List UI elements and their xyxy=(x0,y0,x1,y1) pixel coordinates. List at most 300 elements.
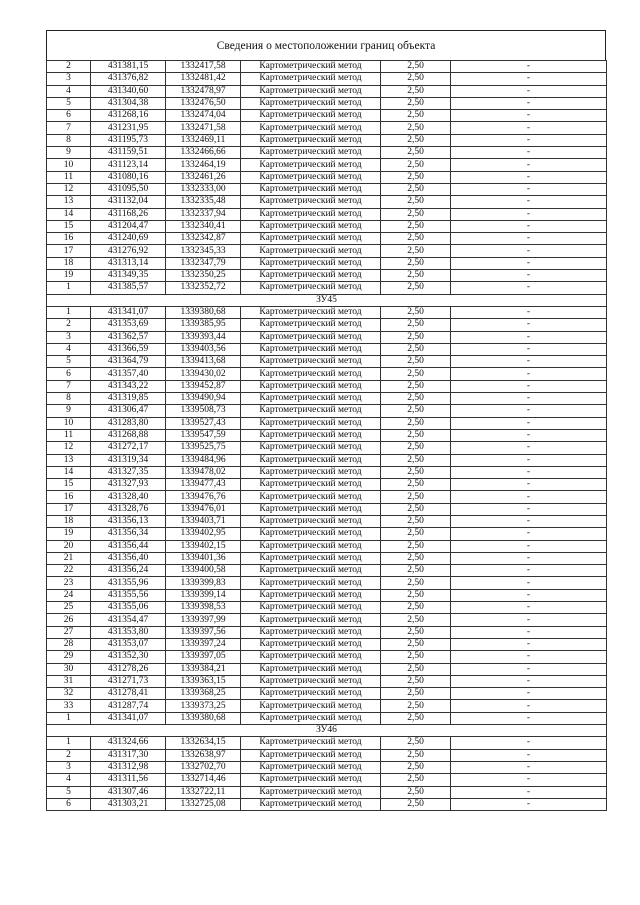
coord-y: 1339397,05 xyxy=(166,651,241,663)
method-cell: Картометрический метод xyxy=(241,565,381,577)
description-cell: - xyxy=(451,343,607,355)
accuracy-cell: 2,50 xyxy=(381,405,451,417)
table-row xyxy=(47,208,607,220)
accuracy-cell: 2,50 xyxy=(381,85,451,97)
coord-x: 431283,80 xyxy=(91,417,166,429)
point-number: 6 xyxy=(47,798,91,810)
point-number: 32 xyxy=(47,688,91,700)
accuracy-cell: 2,50 xyxy=(381,614,451,626)
description-cell: - xyxy=(451,282,607,294)
point-number: 1 xyxy=(47,306,91,318)
method-cell: Картометрический метод xyxy=(241,147,381,159)
description-cell: - xyxy=(451,700,607,712)
method-cell: Картометрический метод xyxy=(241,282,381,294)
coord-y: 1339393,44 xyxy=(166,331,241,343)
boundary-table xyxy=(46,60,607,811)
coord-y: 1339484,96 xyxy=(166,454,241,466)
coord-y: 1339402,15 xyxy=(166,540,241,552)
point-number: 8 xyxy=(47,393,91,405)
description-cell: - xyxy=(451,73,607,85)
accuracy-cell: 2,50 xyxy=(381,577,451,589)
coord-x: 431328,40 xyxy=(91,491,166,503)
coord-y: 1339400,58 xyxy=(166,565,241,577)
coord-x: 431307,46 xyxy=(91,786,166,798)
coord-y: 1332464,19 xyxy=(166,159,241,171)
accuracy-cell: 2,50 xyxy=(381,565,451,577)
accuracy-cell: 2,50 xyxy=(381,61,451,73)
coord-x: 431355,06 xyxy=(91,602,166,614)
method-cell: Картометрический метод xyxy=(241,602,381,614)
accuracy-cell: 2,50 xyxy=(381,491,451,503)
point-number: 17 xyxy=(47,503,91,515)
accuracy-cell: 2,50 xyxy=(381,245,451,257)
accuracy-cell: 2,50 xyxy=(381,638,451,650)
method-cell: Картометрический метод xyxy=(241,491,381,503)
coord-x: 431324,66 xyxy=(91,737,166,749)
method-cell: Картометрический метод xyxy=(241,319,381,331)
coord-y: 1332471,58 xyxy=(166,122,241,134)
coord-y: 1332476,50 xyxy=(166,97,241,109)
coord-y: 1339490,94 xyxy=(166,393,241,405)
coord-y: 1332702,70 xyxy=(166,761,241,773)
method-cell: Картометрический метод xyxy=(241,405,381,417)
coord-y: 1339403,56 xyxy=(166,343,241,355)
coord-x: 431095,50 xyxy=(91,183,166,195)
accuracy-cell: 2,50 xyxy=(381,171,451,183)
accuracy-cell: 2,50 xyxy=(381,368,451,380)
table-row xyxy=(47,602,607,614)
table-row xyxy=(47,147,607,159)
table-row xyxy=(47,565,607,577)
point-number: 18 xyxy=(47,515,91,527)
method-cell: Картометрический метод xyxy=(241,479,381,491)
coord-x: 431362,57 xyxy=(91,331,166,343)
description-cell: - xyxy=(451,196,607,208)
description-cell: - xyxy=(451,774,607,786)
document xyxy=(46,30,606,811)
section-header-row xyxy=(47,725,607,737)
coord-y: 1332333,00 xyxy=(166,183,241,195)
description-cell: - xyxy=(451,171,607,183)
table-row xyxy=(47,380,607,392)
coord-x: 431356,34 xyxy=(91,528,166,540)
point-number: 17 xyxy=(47,245,91,257)
point-number: 19 xyxy=(47,270,91,282)
coord-y: 1339401,36 xyxy=(166,552,241,564)
method-cell: Картометрический метод xyxy=(241,220,381,232)
description-cell: - xyxy=(451,208,607,220)
coord-x: 431080,16 xyxy=(91,171,166,183)
coord-y: 1332352,72 xyxy=(166,282,241,294)
point-number: 28 xyxy=(47,638,91,650)
coord-x: 431353,07 xyxy=(91,638,166,650)
point-number: 8 xyxy=(47,134,91,146)
point-number: 15 xyxy=(47,220,91,232)
method-cell: Картометрический метод xyxy=(241,356,381,368)
coord-x: 431355,56 xyxy=(91,589,166,601)
table-row xyxy=(47,393,607,405)
coord-y: 1339476,76 xyxy=(166,491,241,503)
accuracy-cell: 2,50 xyxy=(381,540,451,552)
point-number: 6 xyxy=(47,110,91,122)
table-row xyxy=(47,540,607,552)
coord-x: 431278,26 xyxy=(91,663,166,675)
point-number: 5 xyxy=(47,97,91,109)
coord-y: 1332474,04 xyxy=(166,110,241,122)
accuracy-cell: 2,50 xyxy=(381,343,451,355)
description-cell: - xyxy=(451,220,607,232)
accuracy-cell: 2,50 xyxy=(381,479,451,491)
coord-y: 1332725,08 xyxy=(166,798,241,810)
description-cell: - xyxy=(451,565,607,577)
point-number: 3 xyxy=(47,331,91,343)
coord-y: 1332350,25 xyxy=(166,270,241,282)
table-row xyxy=(47,85,607,97)
table-row xyxy=(47,405,607,417)
point-number: 10 xyxy=(47,159,91,171)
description-cell: - xyxy=(451,675,607,687)
method-cell: Картометрический метод xyxy=(241,429,381,441)
accuracy-cell: 2,50 xyxy=(381,134,451,146)
coord-x: 431343,22 xyxy=(91,380,166,392)
accuracy-cell: 2,50 xyxy=(381,393,451,405)
coord-y: 1339380,68 xyxy=(166,712,241,724)
method-cell: Картометрический метод xyxy=(241,614,381,626)
table-row xyxy=(47,331,607,343)
description-cell: - xyxy=(451,442,607,454)
table-row xyxy=(47,626,607,638)
description-cell: - xyxy=(451,602,607,614)
description-cell: - xyxy=(451,159,607,171)
accuracy-cell: 2,50 xyxy=(381,454,451,466)
coord-y: 1339452,87 xyxy=(166,380,241,392)
coord-y: 1332469,11 xyxy=(166,134,241,146)
point-number: 13 xyxy=(47,454,91,466)
document-title: Сведения о местоположении границ объекта xyxy=(46,30,606,60)
coord-x: 431381,15 xyxy=(91,61,166,73)
table-row xyxy=(47,61,607,73)
description-cell: - xyxy=(451,405,607,417)
description-cell: - xyxy=(451,429,607,441)
accuracy-cell: 2,50 xyxy=(381,626,451,638)
point-number: 4 xyxy=(47,343,91,355)
point-number: 12 xyxy=(47,442,91,454)
description-cell: - xyxy=(451,491,607,503)
description-cell: - xyxy=(451,614,607,626)
coord-x: 431168,26 xyxy=(91,208,166,220)
accuracy-cell: 2,50 xyxy=(381,442,451,454)
coord-x: 431304,38 xyxy=(91,97,166,109)
table-row xyxy=(47,712,607,724)
accuracy-cell: 2,50 xyxy=(381,147,451,159)
description-cell: - xyxy=(451,331,607,343)
table-row xyxy=(47,442,607,454)
point-number: 11 xyxy=(47,429,91,441)
table-row xyxy=(47,343,607,355)
method-cell: Картометрический метод xyxy=(241,110,381,122)
description-cell: - xyxy=(451,479,607,491)
table-row xyxy=(47,614,607,626)
description-cell: - xyxy=(451,638,607,650)
description-cell: - xyxy=(451,712,607,724)
method-cell: Картометрический метод xyxy=(241,306,381,318)
description-cell: - xyxy=(451,626,607,638)
coord-y: 1339527,43 xyxy=(166,417,241,429)
accuracy-cell: 2,50 xyxy=(381,270,451,282)
accuracy-cell: 2,50 xyxy=(381,663,451,675)
description-cell: - xyxy=(451,417,607,429)
description-cell: - xyxy=(451,589,607,601)
accuracy-cell: 2,50 xyxy=(381,183,451,195)
table-row xyxy=(47,183,607,195)
table-row xyxy=(47,528,607,540)
coord-x: 431349,35 xyxy=(91,270,166,282)
method-cell: Картометрический метод xyxy=(241,97,381,109)
coord-x: 431313,14 xyxy=(91,257,166,269)
table-row xyxy=(47,454,607,466)
table-row xyxy=(47,515,607,527)
description-cell: - xyxy=(451,306,607,318)
method-cell: Картометрический метод xyxy=(241,749,381,761)
coord-x: 431195,73 xyxy=(91,134,166,146)
coord-y: 1339477,43 xyxy=(166,479,241,491)
method-cell: Картометрический метод xyxy=(241,528,381,540)
point-number: 20 xyxy=(47,540,91,552)
coord-y: 1332340,41 xyxy=(166,220,241,232)
coord-y: 1332417,58 xyxy=(166,61,241,73)
table-row xyxy=(47,663,607,675)
table-row xyxy=(47,257,607,269)
point-number: 29 xyxy=(47,651,91,663)
table-row xyxy=(47,220,607,232)
coord-x: 431340,60 xyxy=(91,85,166,97)
method-cell: Картометрический метод xyxy=(241,61,381,73)
method-cell: Картометрический метод xyxy=(241,466,381,478)
point-number: 24 xyxy=(47,589,91,601)
accuracy-cell: 2,50 xyxy=(381,466,451,478)
description-cell: - xyxy=(451,688,607,700)
description-cell: - xyxy=(451,552,607,564)
method-cell: Картометрический метод xyxy=(241,159,381,171)
point-number: 25 xyxy=(47,602,91,614)
coord-y: 1332337,94 xyxy=(166,208,241,220)
method-cell: Картометрический метод xyxy=(241,638,381,650)
point-number: 3 xyxy=(47,73,91,85)
coord-x: 431366,59 xyxy=(91,343,166,355)
method-cell: Картометрический метод xyxy=(241,85,381,97)
table-row xyxy=(47,319,607,331)
method-cell: Картометрический метод xyxy=(241,208,381,220)
accuracy-cell: 2,50 xyxy=(381,774,451,786)
table-row xyxy=(47,245,607,257)
accuracy-cell: 2,50 xyxy=(381,220,451,232)
description-cell: - xyxy=(451,393,607,405)
method-cell: Картометрический метод xyxy=(241,343,381,355)
point-number: 9 xyxy=(47,147,91,159)
coord-x: 431376,82 xyxy=(91,73,166,85)
coord-y: 1332634,15 xyxy=(166,737,241,749)
accuracy-cell: 2,50 xyxy=(381,73,451,85)
point-number: 16 xyxy=(47,233,91,245)
description-cell: - xyxy=(451,380,607,392)
coord-y: 1339397,56 xyxy=(166,626,241,638)
coord-y: 1332345,33 xyxy=(166,245,241,257)
coord-y: 1339397,24 xyxy=(166,638,241,650)
point-number: 9 xyxy=(47,405,91,417)
coord-x: 431159,51 xyxy=(91,147,166,159)
accuracy-cell: 2,50 xyxy=(381,233,451,245)
coord-y: 1332481,42 xyxy=(166,73,241,85)
coord-y: 1339413,68 xyxy=(166,356,241,368)
table-row xyxy=(47,97,607,109)
accuracy-cell: 2,50 xyxy=(381,282,451,294)
coord-x: 431353,80 xyxy=(91,626,166,638)
coord-y: 1339385,95 xyxy=(166,319,241,331)
method-cell: Картометрический метод xyxy=(241,688,381,700)
accuracy-cell: 2,50 xyxy=(381,306,451,318)
accuracy-cell: 2,50 xyxy=(381,749,451,761)
description-cell: - xyxy=(451,663,607,675)
point-number: 2 xyxy=(47,319,91,331)
description-cell: - xyxy=(451,122,607,134)
coord-x: 431356,13 xyxy=(91,515,166,527)
accuracy-cell: 2,50 xyxy=(381,515,451,527)
coord-x: 431327,35 xyxy=(91,466,166,478)
coord-x: 431317,30 xyxy=(91,749,166,761)
method-cell: Картометрический метод xyxy=(241,183,381,195)
coord-x: 431311,56 xyxy=(91,774,166,786)
table-row xyxy=(47,503,607,515)
table-row xyxy=(47,479,607,491)
method-cell: Картометрический метод xyxy=(241,417,381,429)
method-cell: Картометрический метод xyxy=(241,245,381,257)
table-row xyxy=(47,159,607,171)
point-number: 16 xyxy=(47,491,91,503)
accuracy-cell: 2,50 xyxy=(381,110,451,122)
accuracy-cell: 2,50 xyxy=(381,122,451,134)
table-row xyxy=(47,196,607,208)
coord-y: 1339402,95 xyxy=(166,528,241,540)
point-number: 26 xyxy=(47,614,91,626)
method-cell: Картометрический метод xyxy=(241,737,381,749)
description-cell: - xyxy=(451,368,607,380)
coord-x: 431319,85 xyxy=(91,393,166,405)
coord-y: 1332714,46 xyxy=(166,774,241,786)
coord-y: 1332335,48 xyxy=(166,196,241,208)
table-row xyxy=(47,270,607,282)
point-number: 7 xyxy=(47,122,91,134)
accuracy-cell: 2,50 xyxy=(381,552,451,564)
point-number: 5 xyxy=(47,356,91,368)
coord-y: 1339525,75 xyxy=(166,442,241,454)
description-cell: - xyxy=(451,85,607,97)
accuracy-cell: 2,50 xyxy=(381,319,451,331)
table-row xyxy=(47,688,607,700)
coord-x: 431356,44 xyxy=(91,540,166,552)
coord-x: 431356,40 xyxy=(91,552,166,564)
accuracy-cell: 2,50 xyxy=(381,159,451,171)
method-cell: Картометрический метод xyxy=(241,515,381,527)
accuracy-cell: 2,50 xyxy=(381,331,451,343)
method-cell: Картометрический метод xyxy=(241,589,381,601)
point-number: 30 xyxy=(47,663,91,675)
description-cell: - xyxy=(451,749,607,761)
table-row xyxy=(47,282,607,294)
method-cell: Картометрический метод xyxy=(241,675,381,687)
method-cell: Картометрический метод xyxy=(241,798,381,810)
description-cell: - xyxy=(451,134,607,146)
point-number: 31 xyxy=(47,675,91,687)
description-cell: - xyxy=(451,356,607,368)
coord-x: 431272,17 xyxy=(91,442,166,454)
accuracy-cell: 2,50 xyxy=(381,700,451,712)
accuracy-cell: 2,50 xyxy=(381,356,451,368)
table-row xyxy=(47,306,607,318)
method-cell: Картометрический метод xyxy=(241,73,381,85)
coord-y: 1339398,53 xyxy=(166,602,241,614)
coord-y: 1332478,97 xyxy=(166,85,241,97)
method-cell: Картометрический метод xyxy=(241,786,381,798)
description-cell: - xyxy=(451,319,607,331)
description-cell: - xyxy=(451,454,607,466)
description-cell: - xyxy=(451,270,607,282)
description-cell: - xyxy=(451,233,607,245)
method-cell: Картометрический метод xyxy=(241,552,381,564)
coord-y: 1339368,25 xyxy=(166,688,241,700)
table-row xyxy=(47,466,607,478)
point-number: 14 xyxy=(47,466,91,478)
method-cell: Картометрический метод xyxy=(241,331,381,343)
table-row xyxy=(47,356,607,368)
point-number: 3 xyxy=(47,761,91,773)
coord-y: 1339380,68 xyxy=(166,306,241,318)
coord-x: 431357,40 xyxy=(91,368,166,380)
accuracy-cell: 2,50 xyxy=(381,257,451,269)
coord-y: 1339399,14 xyxy=(166,589,241,601)
method-cell: Картометрический метод xyxy=(241,233,381,245)
coord-x: 431240,69 xyxy=(91,233,166,245)
accuracy-cell: 2,50 xyxy=(381,761,451,773)
table-row xyxy=(47,429,607,441)
section-header: ЗУ45 xyxy=(47,294,607,306)
coord-y: 1332347,79 xyxy=(166,257,241,269)
method-cell: Картометрический метод xyxy=(241,442,381,454)
method-cell: Картометрический метод xyxy=(241,626,381,638)
point-number: 1 xyxy=(47,282,91,294)
coord-y: 1339363,15 xyxy=(166,675,241,687)
section-header: ЗУ46 xyxy=(47,725,607,737)
point-number: 2 xyxy=(47,61,91,73)
accuracy-cell: 2,50 xyxy=(381,737,451,749)
method-cell: Картометрический метод xyxy=(241,134,381,146)
coord-y: 1332342,87 xyxy=(166,233,241,245)
table-body xyxy=(47,61,607,811)
coord-x: 431287,74 xyxy=(91,700,166,712)
description-cell: - xyxy=(451,245,607,257)
point-number: 11 xyxy=(47,171,91,183)
point-number: 19 xyxy=(47,528,91,540)
accuracy-cell: 2,50 xyxy=(381,380,451,392)
accuracy-cell: 2,50 xyxy=(381,712,451,724)
description-cell: - xyxy=(451,786,607,798)
coord-x: 431385,57 xyxy=(91,282,166,294)
point-number: 15 xyxy=(47,479,91,491)
coord-y: 1332466,66 xyxy=(166,147,241,159)
description-cell: - xyxy=(451,110,607,122)
coord-x: 431231,95 xyxy=(91,122,166,134)
coord-y: 1339399,83 xyxy=(166,577,241,589)
method-cell: Картометрический метод xyxy=(241,540,381,552)
